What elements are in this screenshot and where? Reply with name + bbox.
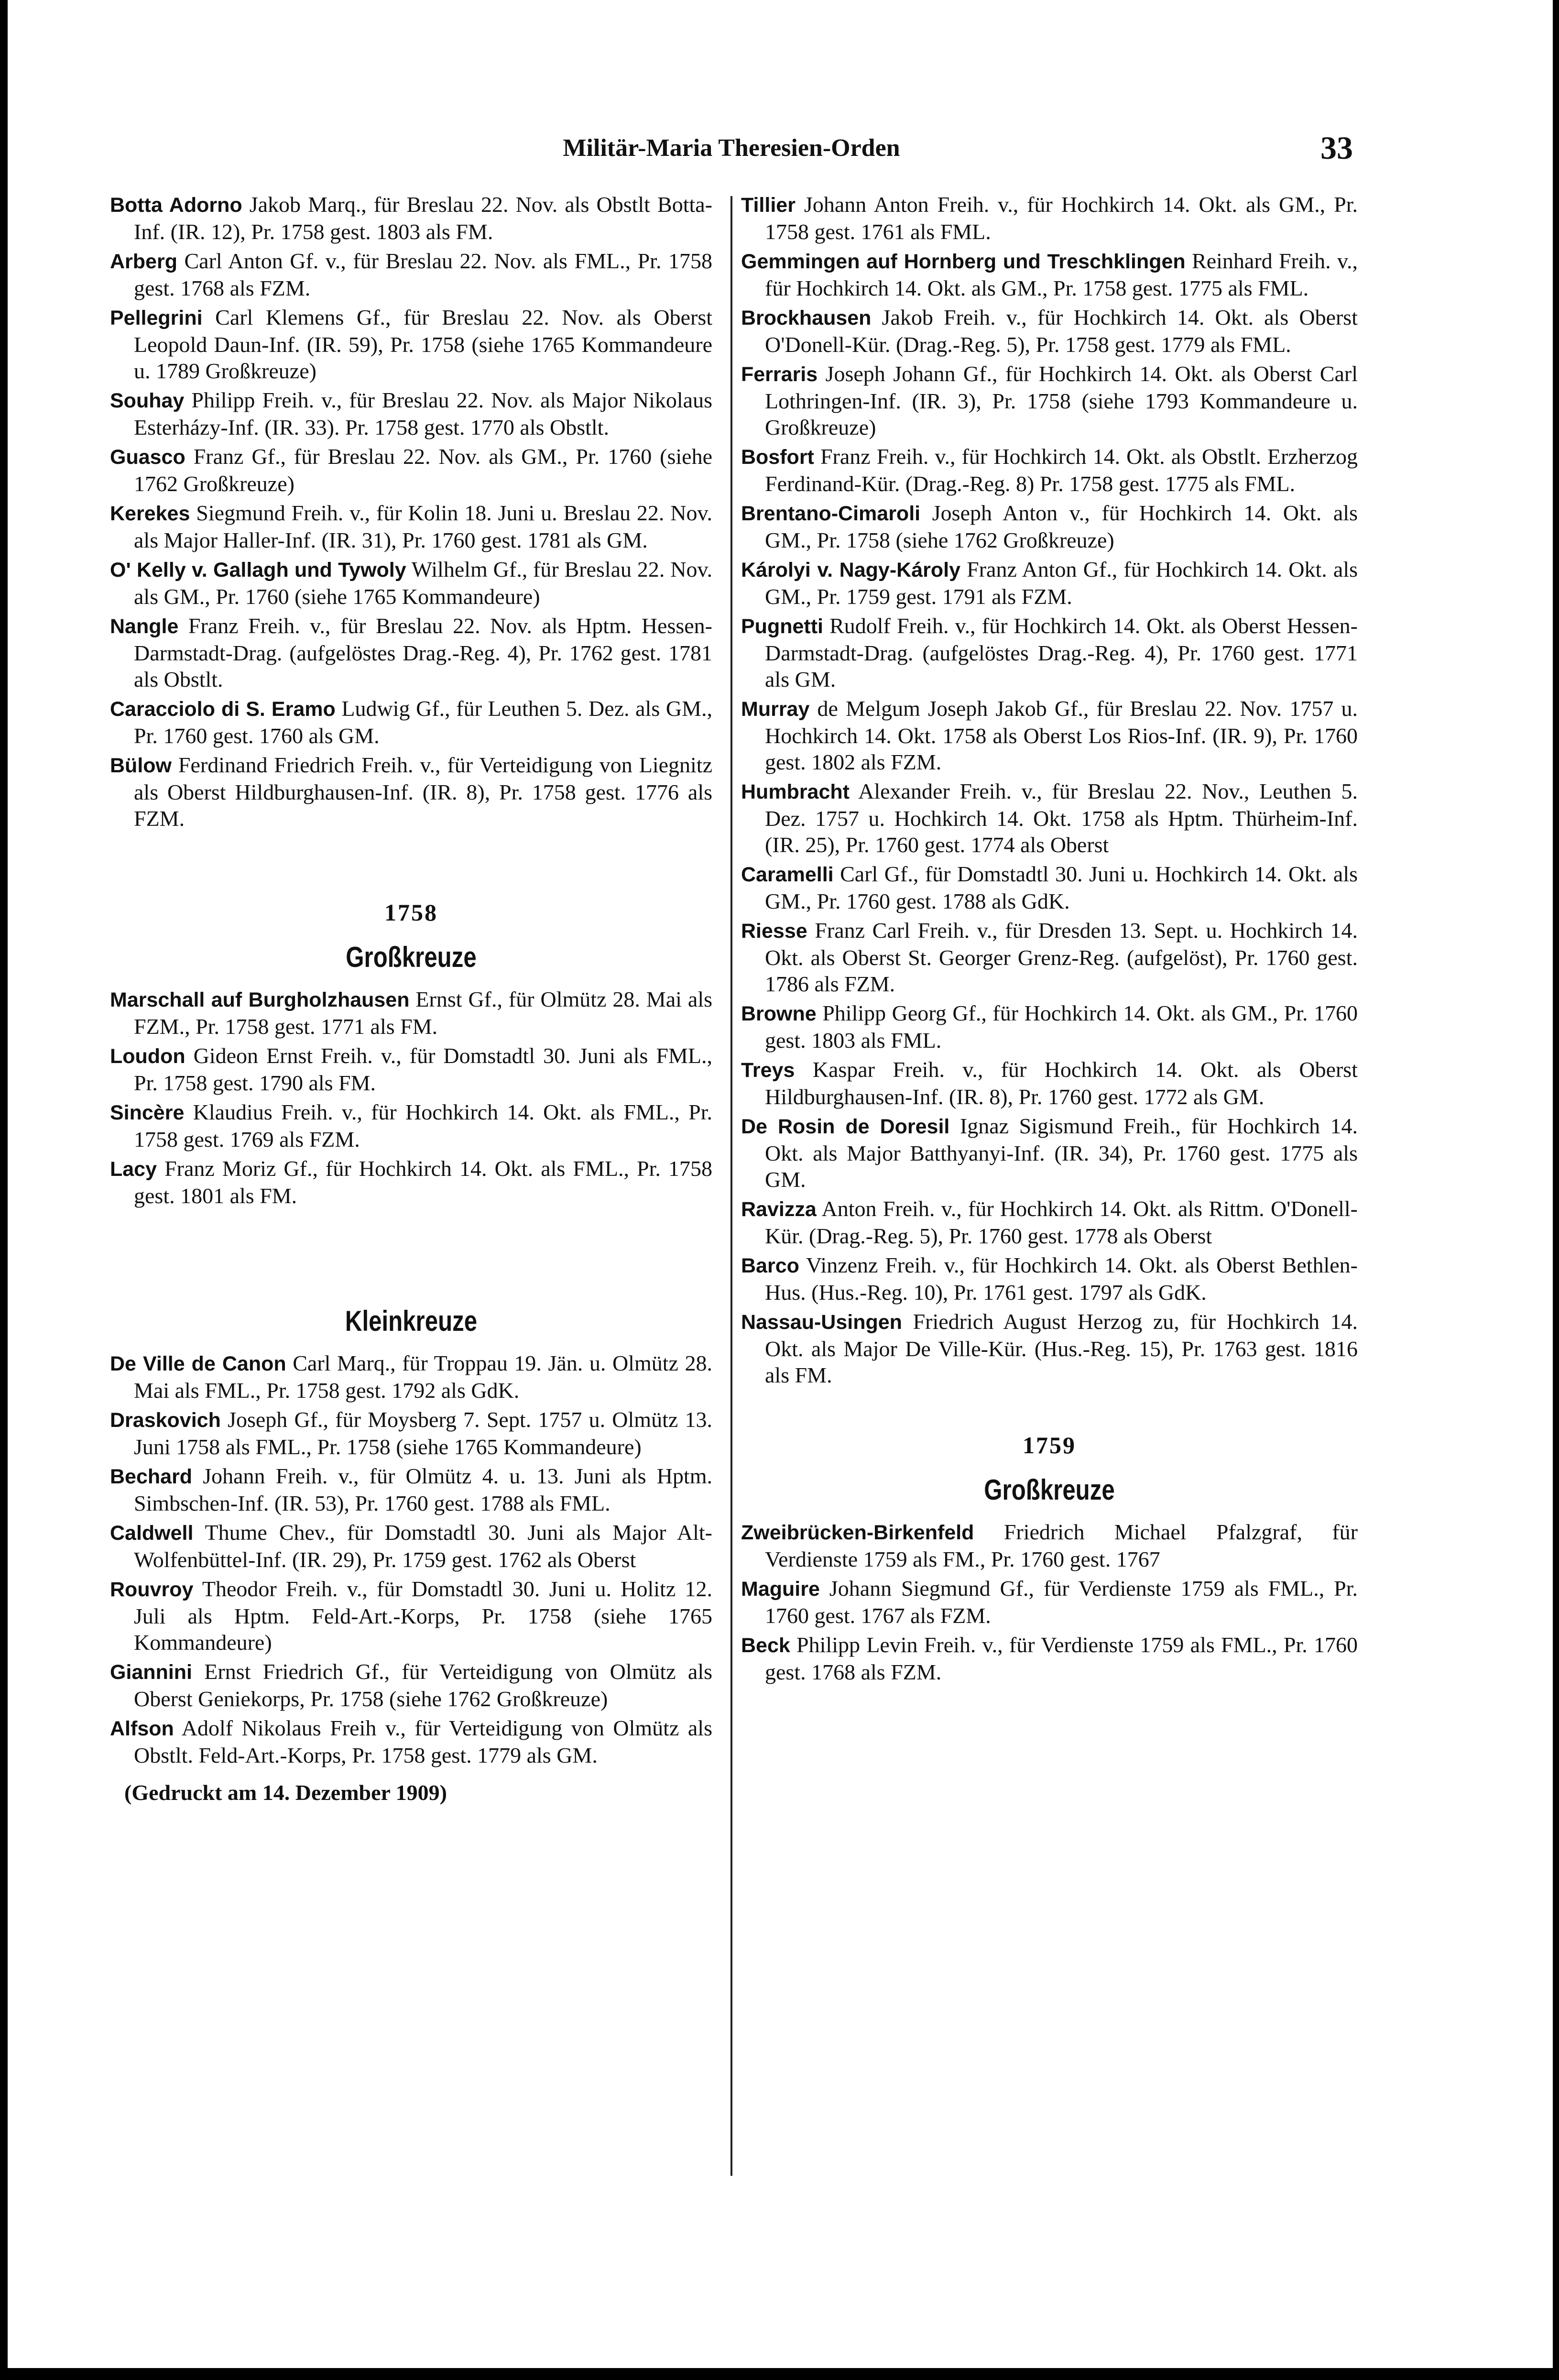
entry-name: Riesse (741, 920, 807, 943)
entry-text: Alexander Freih. v., für Breslau 22. Nov., Leuthen 5. Dez. 1757 u. Hochkirch 14. Okt. 1758 als Hptm. Thürheim-Inf. (IR. 25), Pr. 1760 gest. 1774 als Oberst (765, 779, 1358, 857)
entry-text: Franz Anton Gf., für Hochkirch 14. Okt. als GM., Pr. 1759 gest. 1791 als FZM. (765, 557, 1358, 609)
entry-name: Guasco (110, 446, 185, 469)
register-entry (741, 1056, 1358, 1110)
column-divider (730, 196, 732, 2176)
register-entry (110, 500, 712, 553)
entry-list-top-right (741, 191, 1358, 1388)
entry-text: Theodor Freih. v., für Domstadtl 30. Juni u. Holitz 12. Juli als Hptm. Feld-Art.-Korps, Pr. 1758 (siehe 1765 Kommandeure) (134, 1577, 712, 1655)
entry-text: de Melgum Joseph Jakob Gf., für Breslau 22. Nov. 1757 u. Hochkirch 14. Okt. 1758 als Oberst Los Rios-Inf. (IR. 9), Pr. 1760 gest. 1802 als FZM. (765, 696, 1358, 774)
register-entry (741, 361, 1358, 440)
entry-text: Johann Anton Freih. v., für Hochkirch 14. Okt. als GM., Pr. 1758 gest. 1761 als FML. (765, 192, 1358, 244)
register-entry (110, 1350, 712, 1404)
entry-name: Brentano-Cimaroli (741, 502, 921, 525)
document-page (110, 110, 1358, 2334)
entry-name: Caldwell (110, 1522, 194, 1545)
entry-name: Tillier (741, 194, 796, 217)
entry-text: Rudolf Freih. v., für Hochkirch 14. Okt. als Oberst Hessen-Darmstadt-Drag. (aufgelöstes Drag.-Reg. 4), Pr. 1760 gest. 1771 als GM. (765, 614, 1358, 691)
register-entry (741, 1519, 1358, 1572)
entry-name: Brockhausen (741, 307, 872, 329)
entry-text: Siegmund Freih. v., für Kolin 18. Juni u. Breslau 22. Nov. als Major Haller-Inf. (IR. 31), Pr. 1760 gest. 1781 als GM. (134, 501, 712, 552)
entry-text: Philipp Levin Freih. v., für Verdienste 1759 als FML., Pr. 1760 gest. 1768 als FZM. (765, 1633, 1358, 1684)
entry-text: Philipp Freih. v., für Breslau 22. Nov. als Major Nikolaus Esterházy-Inf. (IR. 33). Pr. 1758 gest. 1770 als Obstlt. (134, 388, 712, 439)
entry-name: O' Kelly v. Gallagh und Tywoly (110, 559, 406, 581)
entry-text: Franz Moriz Gf., für Hochkirch 14. Okt. als FML., Pr. 1758 gest. 1801 als FM. (134, 1156, 712, 1208)
entry-text: Franz Carl Freih. v., für Dresden 13. Sept. u. Hochkirch 14. Okt. als Oberst St. Georger Grenz-Reg. (aufgelöst), Pr. 1760 gest. 1786 als FZM. (765, 918, 1358, 996)
register-entry (110, 1042, 712, 1096)
entry-text: Gideon Ernst Freih. v., für Domstadtl 30. Juni als FML., Pr. 1758 gest. 1790 als FM. (134, 1043, 712, 1095)
register-entry (741, 1632, 1358, 1685)
entry-name: Rouvroy (110, 1578, 194, 1601)
entry-list-grosskreuze-1759 (741, 1519, 1358, 1685)
register-entry (110, 304, 712, 384)
entry-text: Joseph Gf., für Moysberg 7. Sept. 1757 u. Olmütz 13. Juni 1758 als FML., Pr. 1758 (siehe 1765 Kommandeure) (134, 1407, 712, 1459)
entry-name: Giannini (110, 1661, 192, 1684)
entry-name: Zweibrücken-Birkenfeld (741, 1521, 974, 1544)
register-entry (741, 443, 1358, 497)
entry-text: Ferdinand Friedrich Freih. v., für Verteidigung von Liegnitz als Oberst Hildburghausen-Inf. (IR. 8), Pr. 1758 gest. 1776 als FZM. (134, 753, 712, 831)
register-entry (741, 778, 1358, 858)
entry-text: Kaspar Freih. v., für Hochkirch 14. Okt. als Oberst Hildburghausen-Inf. (IR. 8), Pr. 1760 gest. 1772 als GM. (765, 1057, 1358, 1109)
entry-name: Lacy (110, 1158, 157, 1181)
entry-name: Humbracht (741, 780, 850, 803)
scan-edge-left (0, 0, 8, 2380)
entry-text: Johann Freih. v., für Olmütz 4. u. 13. Juni als Hptm. Simbschen-Inf. (IR. 53), Pr. 1760 gest. 1788 als FML. (134, 1464, 712, 1515)
section-heading-kleinkreuze: Kleinkreuze (345, 1305, 478, 1337)
entry-text: Carl Anton Gf. v., für Breslau 22. Nov. als FML., Pr. 1758 gest. 1768 als FZM. (134, 249, 712, 300)
entry-name: Alfson (110, 1717, 174, 1740)
entry-name: Draskovich (110, 1409, 221, 1432)
entry-text: Franz Gf., für Breslau 22. Nov. als GM., Pr. 1760 (siehe 1762 Großkreuze) (134, 444, 712, 496)
entry-name: Marschall auf Burgholzhausen (110, 988, 410, 1011)
entry-name: Gemmingen auf Hornberg und Treschklingen (741, 250, 1186, 273)
entry-text: Joseph Johann Gf., für Hochkirch 14. Okt. als Oberst Carl Lothringen-Inf. (IR. 3), Pr. 1758 (siehe 1793 Kommandeure u. Großkreuze) (765, 362, 1358, 439)
entry-name: Caramelli (741, 863, 834, 886)
entry-name: Károlyi v. Nagy-Károly (741, 559, 960, 581)
entry-text: Jakob Freih. v., für Hochkirch 14. Okt. als Oberst O'Donell-Kür. (Drag.-Reg. 5), Pr. 1758 gest. 1779 als FML. (765, 305, 1358, 357)
register-entry (741, 1000, 1358, 1053)
year-heading-1758: 1758 (384, 899, 438, 926)
register-entry (110, 1099, 712, 1152)
entry-text: Reinhard Freih. v., für Hochkirch 14. Okt. als GM., Pr. 1758 gest. 1775 als FML. (765, 249, 1358, 300)
entry-name: Kerekes (110, 502, 190, 525)
entry-text: Adolf Nikolaus Freih v., für Verteidigung von Olmütz als Obstlt. Feld-Art.-Korps, Pr. 1758 gest. 1779 als GM. (134, 1716, 712, 1767)
entry-name: Ferraris (741, 363, 818, 386)
entry-text: Thume Chev., für Domstadtl 30. Juni als Major Alt-Wolfenbüttel-Inf. (IR. 29), Pr. 1759 gest. 1762 als Oberst (134, 1520, 712, 1572)
register-entry (110, 752, 712, 832)
entry-name: Pugnetti (741, 615, 823, 638)
right-column (741, 191, 1358, 1688)
register-entry (110, 1576, 712, 1656)
entry-name: Bosfort (741, 446, 814, 469)
register-entry (741, 1195, 1358, 1249)
register-entry (110, 1155, 712, 1209)
entry-text: Jakob Marq., für Breslau 22. Nov. als Obstlt Botta-Inf. (IR. 12), Pr. 1758 gest. 1803 als FM. (134, 192, 712, 244)
register-entry (741, 500, 1358, 553)
entry-name: Bülow (110, 754, 172, 777)
entry-name: Ravizza (741, 1198, 817, 1221)
section-heading-grosskreuze-1759: Großkreuze (984, 1474, 1115, 1506)
entry-text: Vinzenz Freih. v., für Hochkirch 14. Okt. als Oberst Bethlen-Hus. (Hus.-Reg. 10), Pr. 1761 gest. 1797 als GdK. (765, 1253, 1358, 1305)
entry-name: Murray (741, 698, 810, 721)
register-entry (741, 191, 1358, 245)
register-entry (741, 248, 1358, 301)
entry-name: Nangle (110, 615, 179, 638)
register-entry (741, 917, 1358, 997)
register-entry (741, 1113, 1358, 1193)
register-entry (110, 443, 712, 497)
entry-name: De Rosin de Doresil (741, 1115, 950, 1138)
year-heading-1759: 1759 (1023, 1432, 1076, 1459)
register-entry (741, 304, 1358, 358)
entry-name: Loudon (110, 1045, 185, 1068)
register-entry (110, 695, 712, 749)
entry-name: Pellegrini (110, 307, 203, 329)
left-column (110, 191, 712, 1805)
entry-text: Carl Marq., für Troppau 19. Jän. u. Olmütz 28. Mai als FML., Pr. 1758 gest. 1792 als GdK. (134, 1351, 712, 1403)
register-entry (110, 613, 712, 692)
register-entry (110, 1658, 712, 1712)
register-entry (741, 1252, 1358, 1305)
register-entry (741, 695, 1358, 775)
entry-text: Friedrich August Herzog zu, für Hochkirch 14. Okt. als Major De Ville-Kür. (Hus.-Reg. 15), Pr. 1763 gest. 1816 als FM. (765, 1309, 1358, 1387)
entry-list-grosskreuze (110, 986, 712, 1209)
register-entry (110, 1463, 712, 1516)
scan-edge-bottom (0, 2368, 1559, 2380)
register-entry (110, 191, 712, 245)
entry-text: Franz Freih. v., für Breslau 22. Nov. als Hptm. Hessen-Darmstadt-Drag. (aufgelöstes Drag.-Reg. 4), Pr. 1762 gest. 1781 als Obstlt. (134, 614, 712, 691)
entry-text: Ernst Friedrich Gf., für Verteidigung von Olmütz als Oberst Geniekorps, Pr. 1758 (siehe 1762 Großkreuze) (134, 1659, 712, 1711)
register-entry (110, 1406, 712, 1460)
entry-text: Friedrich Michael Pfalzgraf, für Verdienste 1759 als FM., Pr. 1760 gest. 1767 (765, 1520, 1358, 1571)
entry-name: Maguire (741, 1578, 820, 1601)
entry-text: Ludwig Gf., für Leuthen 5. Dez. als GM., Pr. 1760 gest. 1760 als GM. (134, 696, 712, 748)
entry-text: Philipp Georg Gf., für Hochkirch 14. Okt. als GM., Pr. 1760 gest. 1803 als FML. (765, 1001, 1358, 1053)
entry-name: Caracciolo di S. Eramo (110, 698, 336, 721)
entry-text: Ignaz Sigismund Freih., für Hochkirch 14. Okt. als Major Batthyanyi-Inf. (IR. 34), Pr. 1760 gest. 1775 als GM. (765, 1114, 1358, 1192)
register-entry (741, 1575, 1358, 1629)
entry-text: Franz Freih. v., für Hochkirch 14. Okt. als Obstlt. Erzherzog Ferdinand-Kür. (Drag.-Reg. 8) Pr. 1758 gest. 1775 als FML. (765, 444, 1358, 496)
entry-name: Beck (741, 1634, 790, 1657)
entry-name: De Ville de Canon (110, 1352, 286, 1375)
register-entry (741, 1308, 1358, 1388)
page-number: 33 (1320, 130, 1353, 166)
entry-name: Botta Adorno (110, 194, 242, 217)
register-entry (110, 248, 712, 301)
register-entry (741, 556, 1358, 610)
entry-name: Arberg (110, 250, 177, 273)
entry-name: Treys (741, 1059, 795, 1082)
entry-text: Ernst Gf., für Olmütz 28. Mai als FZM., Pr. 1758 gest. 1771 als FM. (134, 987, 712, 1039)
running-title: Militär-Maria Theresien-Orden (563, 134, 900, 162)
register-entry (741, 861, 1358, 914)
register-entry (741, 613, 1358, 692)
entry-list-kleinkreuze (110, 1350, 712, 1768)
register-entry (110, 556, 712, 610)
entry-text: Carl Gf., für Domstadtl 30. Juni u. Hochkirch 14. Okt. als GM., Pr. 1760 gest. 1788 als GdK. (765, 862, 1358, 913)
entry-text: Anton Freih. v., für Hochkirch 14. Okt. als Rittm. O'Donell-Kür. (Drag.-Reg. 5), Pr. 1760 gest. 1778 als Oberst (765, 1196, 1358, 1248)
entry-name: Souhay (110, 389, 185, 412)
entry-text: Carl Klemens Gf., für Breslau 22. Nov. als Oberst Leopold Daun-Inf. (IR. 59), Pr. 1758 (siehe 1765 Kommandeure u. 1789 Großkreuze) (134, 305, 712, 383)
entry-text: Wilhelm Gf., für Breslau 22. Nov. als GM., Pr. 1760 (siehe 1765 Kommandeure) (134, 557, 712, 609)
entry-name: Bechard (110, 1465, 193, 1488)
register-entry (110, 986, 712, 1040)
entry-text: Joseph Anton v., für Hochkirch 14. Okt. als GM., Pr. 1758 (siehe 1762 Großkreuze) (765, 501, 1358, 552)
scan-edge-right (1553, 0, 1559, 2380)
register-entry (110, 1715, 712, 1768)
entry-text: Johann Siegmund Gf., für Verdienste 1759 als FML., Pr. 1760 gest. 1767 als FZM. (765, 1576, 1358, 1628)
print-note: (Gedruckt am 14. Dezember 1909) (124, 1780, 447, 1805)
register-entry (110, 1519, 712, 1573)
entry-list-top (110, 191, 712, 832)
entry-name: Barco (741, 1254, 799, 1277)
section-heading-grosskreuze: Großkreuze (346, 941, 477, 973)
entry-text: Klaudius Freih. v., für Hochkirch 14. Okt. als FML., Pr. 1758 gest. 1769 als FZM. (134, 1100, 712, 1152)
entry-name: Sincère (110, 1101, 185, 1124)
entry-name: Nassau-Usingen (741, 1311, 902, 1334)
register-entry (110, 387, 712, 440)
entry-name: Browne (741, 1002, 817, 1025)
